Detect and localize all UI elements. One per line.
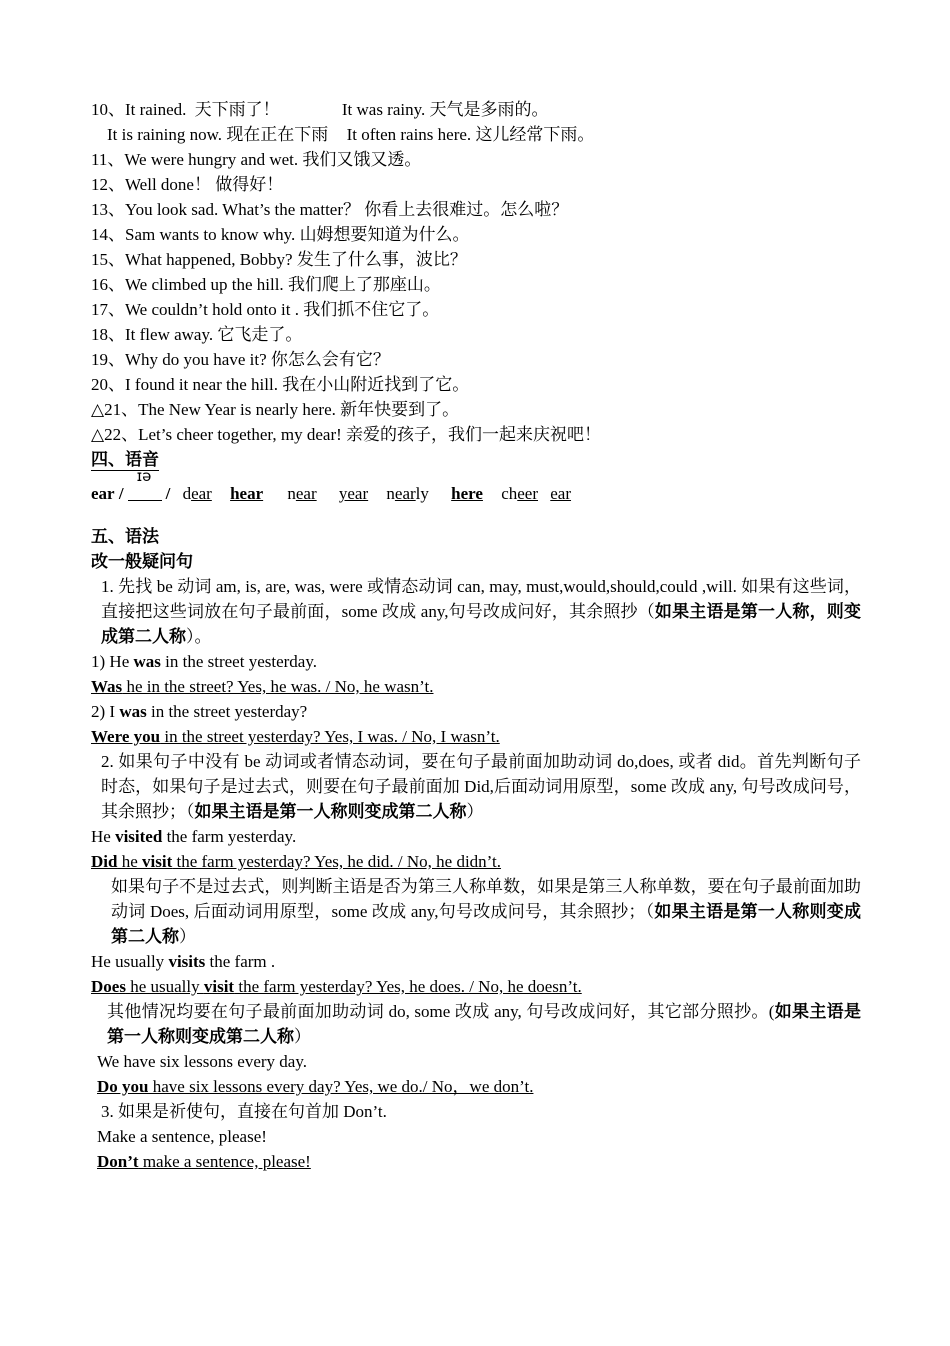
sentence-22 xyxy=(91,422,861,447)
separator: 、 xyxy=(108,275,125,294)
answer-1 xyxy=(91,674,861,699)
answer-bold: Do you xyxy=(97,1077,149,1096)
example-3 xyxy=(91,824,861,849)
section-title: 四、语音 xyxy=(91,450,159,469)
answer-text: he xyxy=(117,852,143,871)
word-underlined: hear xyxy=(230,484,264,503)
sentence-english: Let’s cheer together, my dear! xyxy=(138,425,342,444)
rule-text: 其他情况均要在句子最前面加助动词 do, some 改成 any, 句号改成问好，其它部分照抄。( xyxy=(107,1002,775,1021)
word-prefix: n xyxy=(386,484,395,503)
sentence-chinese: 天下雨了！ xyxy=(194,100,280,119)
answer-text: in the street yesterday? Yes, I was. / No, I wasn’t. xyxy=(160,727,500,746)
separator: 、 xyxy=(108,375,125,394)
sentence-number: 18 xyxy=(91,325,108,344)
answer-bold-2: visit xyxy=(203,977,235,996)
example-text: He usually xyxy=(91,952,169,971)
phonetic-word xyxy=(339,474,368,514)
sentence-number: 15 xyxy=(91,250,108,269)
example-5 xyxy=(91,1049,861,1074)
sentence-20 xyxy=(91,372,861,397)
sentence-english: Well done！ xyxy=(125,175,211,194)
separator: 、 xyxy=(107,150,125,169)
sentence-chinese: 亲爱的孩子，我们一起来庆祝吧！ xyxy=(346,425,602,444)
rule-4 xyxy=(91,999,861,1049)
sentence-17 xyxy=(91,297,861,322)
sentence-english: Sam wants to know why. xyxy=(125,225,296,244)
example-4 xyxy=(91,949,861,974)
sentence-chinese: 新年快要到了。 xyxy=(340,400,460,419)
section-title: 五、语法 xyxy=(91,527,159,546)
sentence-english: I found it near the hill. xyxy=(125,375,278,394)
sentence-english: The New Year is nearly here. xyxy=(138,400,336,419)
sentence-number: 13 xyxy=(91,200,108,219)
word-prefix: ch xyxy=(501,484,518,503)
rule-note: 如果主语是第一人称，则变成第二人称 xyxy=(101,602,861,646)
sentence-10 xyxy=(91,97,861,122)
example-text-end: in the street yesterday. xyxy=(160,652,317,671)
example-bold: was xyxy=(119,702,147,721)
sentence-chinese: 发生了什么事，波比？ xyxy=(296,250,467,269)
rule-text-end: ） xyxy=(294,1027,311,1046)
phonetics-row xyxy=(91,467,861,514)
answer-text-end: the farm yesterday? Yes, he does. / No, he doesn’t. xyxy=(234,977,582,996)
sentence-chinese: 我们抓不住它了。 xyxy=(303,300,440,319)
sentence-14 xyxy=(91,222,861,247)
example-text: 2) I xyxy=(91,702,120,721)
example-text: Make a sentence, please! xyxy=(97,1127,267,1146)
sentence-chinese: 做得好！ xyxy=(215,175,284,194)
sentence-english: Why do you have it? xyxy=(125,350,267,369)
sentence-chinese: 它飞走了。 xyxy=(217,325,303,344)
example-text: We have six lessons every day. xyxy=(97,1052,307,1071)
rule-note: 如果主语是第一人称则变成第二人称 xyxy=(107,1002,861,1046)
example-1 xyxy=(91,649,861,674)
answer-bold: Were you xyxy=(91,727,161,746)
rule-5 xyxy=(91,1099,861,1124)
example-text-end: the farm . xyxy=(205,952,276,971)
word-underlined: ear xyxy=(394,484,416,503)
sentence-number: △21 xyxy=(91,400,122,419)
phonetic-word xyxy=(287,474,316,514)
example-text: 1) He xyxy=(91,652,134,671)
example-bold: visits xyxy=(168,952,206,971)
word-underlined: ear xyxy=(550,484,572,503)
sentence-english: It rained. xyxy=(125,100,187,119)
sentence-number: 19 xyxy=(91,350,108,369)
sentence-number: 20 xyxy=(91,375,108,394)
sentence-chinese: 你怎么会有它？ xyxy=(270,350,390,369)
word-underlined: here xyxy=(451,484,483,503)
phonetic-word xyxy=(230,474,263,514)
rule-text: 如果句子不是过去式，则判断主语是否为第三人称单数，如果是第三人称单数，要在句子最前面加助动词 Does, 后面动词用原型，some 改成 any,句号改成问号，其余照抄；（ xyxy=(111,877,861,921)
sentence-11 xyxy=(91,147,861,172)
answer-bold: Does xyxy=(91,977,126,996)
word-underlined: year xyxy=(338,484,369,503)
sentence-number: 16 xyxy=(91,275,108,294)
sentence-18 xyxy=(91,322,861,347)
sentence-12 xyxy=(91,172,861,197)
example-text-end: in the street yesterday? xyxy=(146,702,308,721)
sentence-english: We were hungry and wet. xyxy=(124,150,299,169)
answer-text: have six lessons every day? Yes, we do./ No，we don’t. xyxy=(148,1077,534,1096)
section-grammar-heading xyxy=(91,524,861,549)
word-underlined: eer xyxy=(517,484,539,503)
phonetic-word xyxy=(386,474,429,514)
word-prefix: n xyxy=(287,484,296,503)
section-grammar-subtitle xyxy=(91,549,861,574)
sentence-english-2: It was rainy. xyxy=(341,100,426,119)
answer-text: he usually xyxy=(125,977,204,996)
sentence-chinese: 山姆想要知道为什么。 xyxy=(299,225,470,244)
sentence-19 xyxy=(91,347,861,372)
slash-right: / xyxy=(165,484,171,503)
separator: 、 xyxy=(108,300,125,319)
sentence-21 xyxy=(91,397,861,422)
rule-text-end: ） xyxy=(466,802,484,821)
answer-text: he in the street? Yes, he was. / No, he wasn’t. xyxy=(122,677,434,696)
phonetic-symbol-box xyxy=(128,467,162,501)
word-underlined: ear xyxy=(295,484,317,503)
rule-text-end: ）。 xyxy=(186,627,212,646)
answer-3 xyxy=(91,849,861,874)
example-6 xyxy=(91,1124,861,1149)
example-2 xyxy=(91,699,861,724)
example-text: He xyxy=(91,827,116,846)
sentence-number: 17 xyxy=(91,300,108,319)
phonetic-word xyxy=(451,474,483,514)
phonetic-symbol: ɪə xyxy=(136,467,152,485)
sentence-english: What happened, Bobby? xyxy=(125,250,293,269)
sentence-10b xyxy=(91,122,861,147)
sentence-chinese: 我们又饿又透。 xyxy=(302,150,422,169)
separator: 、 xyxy=(108,200,125,219)
sentence-chinese-2: 天气是多雨的。 xyxy=(429,100,549,119)
sentence-chinese: 我在小山附近找到了它。 xyxy=(282,375,470,394)
sentence-english-2: It often rains here. xyxy=(346,125,472,144)
example-text-end: the farm yesterday. xyxy=(162,827,297,846)
separator: 、 xyxy=(108,175,125,194)
answer-bold-2: visit xyxy=(142,852,173,871)
ear-label: ear xyxy=(91,484,115,503)
answer-4 xyxy=(91,974,861,999)
separator: 、 xyxy=(108,225,125,244)
sentence-16 xyxy=(91,272,861,297)
answer-6 xyxy=(91,1149,861,1174)
separator: 、 xyxy=(108,250,125,269)
rule-note: 如果主语是第一人称则变成第二人称 xyxy=(194,802,467,821)
word-prefix: d xyxy=(182,484,192,503)
sentence-english: You look sad. What’s the matter？ xyxy=(125,200,360,219)
word-underlined: ear xyxy=(191,484,212,503)
spacer xyxy=(91,514,861,524)
separator: 、 xyxy=(108,325,125,344)
sentence-chinese: 你看上去很难过。怎么啦？ xyxy=(364,200,569,219)
phonetic-word xyxy=(550,474,571,514)
sentence-number: 12 xyxy=(91,175,108,194)
separator: 、 xyxy=(108,350,125,369)
sentence-english: It flew away. xyxy=(125,325,214,344)
rule-3 xyxy=(91,874,861,949)
rule-text: 2. 如果句子中没有 be 动词或者情态动词，要在句子最前面加助动词 do,does, 或者 did。首先判断句子时态，如果句子是过去式，则要在句子最前面加 Did,后面动词用原型，some 改成 any, 句号改成问号，其余照抄；（ xyxy=(101,752,861,821)
sentence-english: We climbed up the hill. xyxy=(125,275,284,294)
answer-5 xyxy=(91,1074,861,1099)
answer-bold: Was xyxy=(91,677,123,696)
sentence-number: 14 xyxy=(91,225,108,244)
rule-text-end: ） xyxy=(179,927,196,946)
phonetic-word xyxy=(183,474,212,514)
rule-note: 如果主语是第一人称则变成第二人称 xyxy=(111,902,862,946)
sentence-chinese: 现在正在下雨 xyxy=(226,125,329,144)
rule-2 xyxy=(91,749,861,824)
sentence-english: It is raining now. xyxy=(107,125,223,144)
sentence-number: △22 xyxy=(91,425,122,444)
section-subtitle: 改一般疑问句 xyxy=(91,552,193,571)
separator: 、 xyxy=(121,400,139,419)
slash-left: / xyxy=(118,484,124,503)
document-page xyxy=(91,97,861,1174)
answer-text: make a sentence, please! xyxy=(138,1152,311,1171)
rule-text: 1. 先找 be 动词 am, is, are, was, were 或情态动词 can, may, must,would,should,could ,will. 如果有这些词，直接把这些词放在句子最前面，some 改成 any,句号改成问好，其余照抄（ xyxy=(101,577,861,621)
example-bold: visited xyxy=(115,827,163,846)
section-phonetics-heading xyxy=(91,447,861,472)
sentence-15 xyxy=(91,247,861,272)
phonetic-word xyxy=(501,474,538,514)
sentence-number: 10 xyxy=(91,100,108,119)
answer-2 xyxy=(91,724,861,749)
sentence-chinese: 我们爬上了那座山。 xyxy=(287,275,441,294)
sentence-chinese-2: 这儿经常下雨。 xyxy=(475,125,595,144)
sentence-number: 11 xyxy=(91,150,108,169)
word-suffix: ly xyxy=(415,484,429,503)
sentence-13 xyxy=(91,197,861,222)
rule-text: 3. 如果是祈使句，直接在句首加 Don’t. xyxy=(101,1102,387,1121)
example-bold: was xyxy=(133,652,161,671)
sentence-english: We couldn’t hold onto it . xyxy=(125,300,299,319)
answer-text-end: the farm yesterday? Yes, he did. / No, he didn’t. xyxy=(172,852,502,871)
rule-1 xyxy=(91,574,861,649)
answer-bold: Don’t xyxy=(97,1152,139,1171)
separator: 、 xyxy=(121,425,139,444)
answer-bold: Did xyxy=(91,852,118,871)
separator: 、 xyxy=(108,100,125,119)
